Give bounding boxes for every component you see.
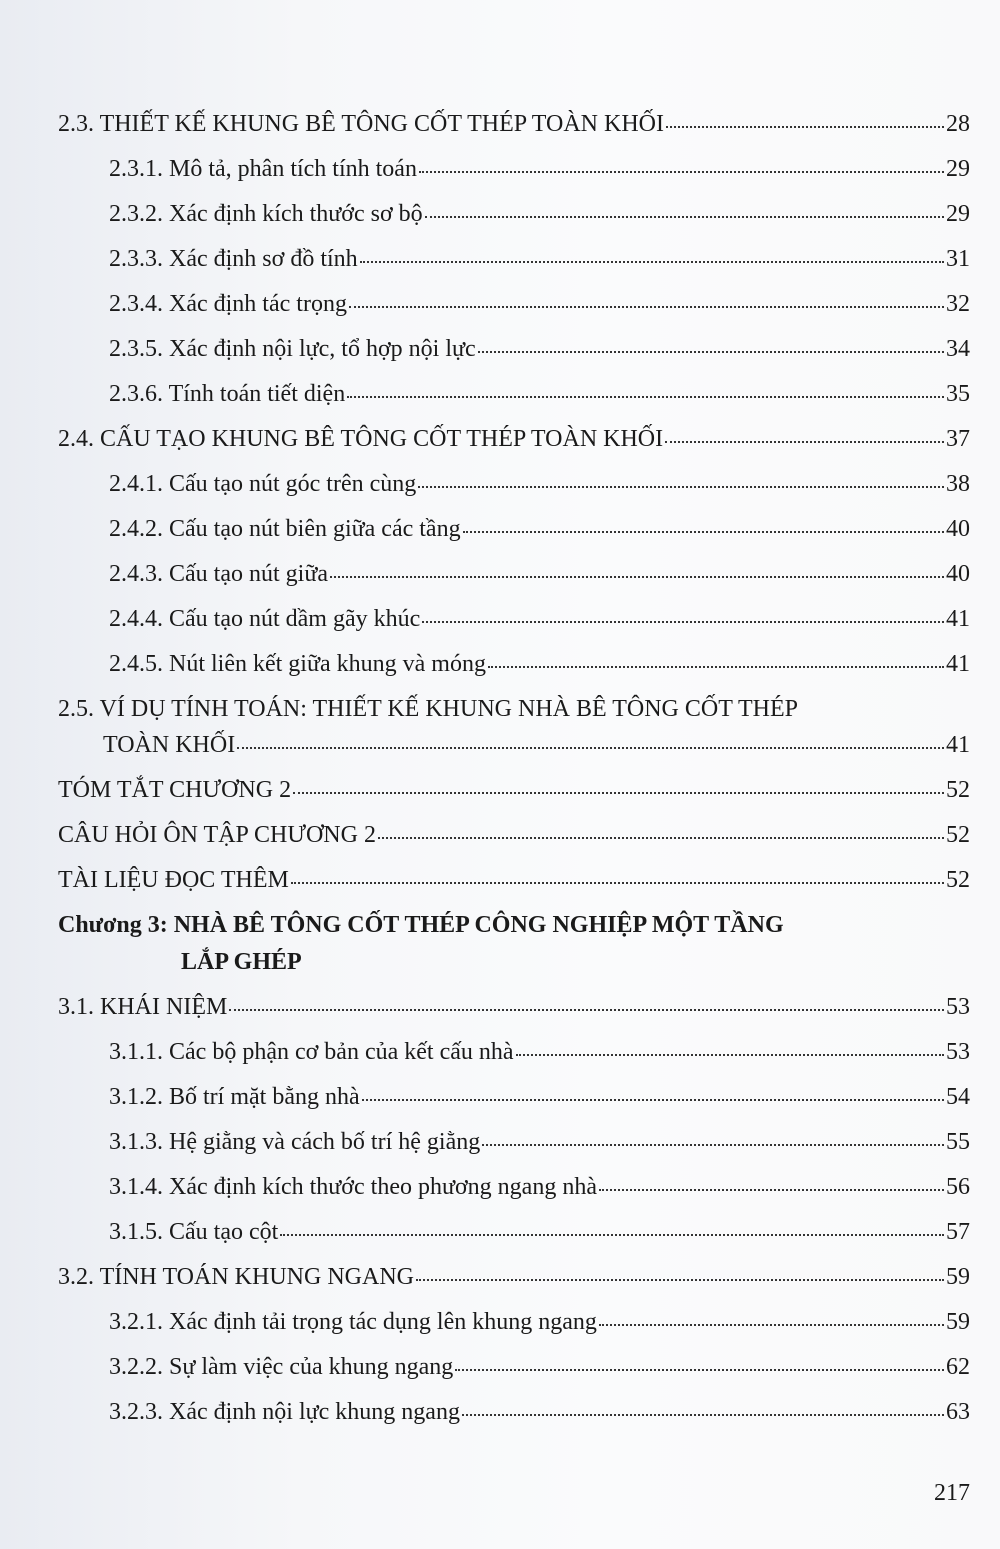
dot-leader [237, 746, 944, 749]
dot-leader [378, 836, 944, 839]
toc-label: 3.2.2. Sự làm việc của khung ngang [109, 1354, 454, 1380]
toc-page-number: 41 [946, 732, 970, 758]
toc-entry-3-1-2 [109, 1085, 970, 1109]
dot-leader [425, 215, 944, 218]
toc-label: 2.3.6. Tính toán tiết diện [109, 381, 346, 407]
toc-entry-3-1-4 [109, 1175, 970, 1199]
toc-label: 2.4.1. Cấu tạo nút góc trên cùng [109, 471, 417, 497]
toc-label: 3.2. TÍNH TOÁN KHUNG NGANG [58, 1264, 414, 1290]
dot-leader [599, 1323, 944, 1326]
toc-label: 3.1.4. Xác định kích thước theo phương ngang nhà [109, 1174, 597, 1200]
toc-page-number: 31 [946, 246, 970, 272]
dot-leader [455, 1368, 944, 1371]
dot-leader [362, 1098, 944, 1101]
toc-entry-2-3-5 [109, 337, 970, 361]
toc-label: TÀI LIỆU ĐỌC THÊM [58, 867, 289, 893]
dot-leader [482, 1143, 944, 1146]
toc-entry-2-4 [58, 427, 970, 451]
toc-entry-2-3-1 [109, 157, 970, 181]
toc-entry-3-2-3 [109, 1400, 970, 1424]
toc-label: 3.1.1. Các bộ phận cơ bản của kết cấu nhà [109, 1039, 514, 1065]
dot-leader [349, 305, 944, 308]
toc-entry-3-2 [58, 1265, 970, 1289]
toc-entry-2-3 [58, 112, 970, 136]
dot-leader [280, 1233, 944, 1236]
toc-label: 3.1. KHÁI NIỆM [58, 994, 228, 1020]
toc-label: 2.3.4. Xác định tác trọng [109, 291, 347, 317]
toc-page-number: 29 [946, 156, 970, 182]
toc-entry-3-1 [58, 995, 970, 1019]
toc-entry-2-4-2 [109, 517, 970, 541]
dot-leader [665, 440, 944, 443]
toc-heading-2-5: 2.5. VÍ DỤ TÍNH TOÁN: THIẾT KẾ KHUNG NHÀ BÊ TÔNG CỐT THÉP [58, 696, 799, 722]
dot-leader [229, 1008, 944, 1011]
toc-label: 2.4.4. Cấu tạo nút dầm gãy khúc [109, 606, 421, 632]
toc-page-number: 56 [946, 1174, 970, 1200]
toc-page-number: 29 [946, 201, 970, 227]
chapter-3-title-cont: LẮP GHÉP [181, 949, 302, 975]
toc-label: 2.3.3. Xác định sơ đồ tính [109, 246, 358, 272]
toc-page-number: 52 [946, 867, 970, 893]
toc-page-number: 40 [946, 561, 970, 587]
toc-page-number: 37 [946, 426, 970, 452]
dot-leader [291, 881, 944, 884]
toc-entry-2-3-2 [109, 202, 970, 226]
toc-page-number: 52 [946, 777, 970, 803]
toc-entry-3-1-1 [109, 1040, 970, 1064]
toc-page-number: 62 [946, 1354, 970, 1380]
toc-page-number: 52 [946, 822, 970, 848]
dot-leader [419, 170, 944, 173]
toc-label: 2.4.2. Cấu tạo nút biên giữa các tầng [109, 516, 461, 542]
dot-leader [330, 575, 944, 578]
dot-leader [462, 1413, 944, 1416]
dot-leader [599, 1188, 944, 1191]
toc-label: 3.2.3. Xác định nội lực khung ngang [109, 1399, 460, 1425]
toc-label: 2.4. CẤU TẠO KHUNG BÊ TÔNG CỐT THÉP TOÀN KHỐI [58, 426, 664, 452]
toc-label: 3.2.1. Xác định tải trọng tác dụng lên khung ngang [109, 1309, 597, 1335]
toc-entry-2-4-5 [109, 652, 970, 676]
page-folio-number: 217 [934, 1480, 970, 1506]
toc-page-number: 53 [946, 1039, 970, 1065]
toc-entry-review-2 [58, 823, 970, 847]
toc-label: 2.4.3. Cấu tạo nút giữa [109, 561, 328, 587]
toc-page-number: 57 [946, 1219, 970, 1245]
toc-entry-2-3-6 [109, 382, 970, 406]
toc-label: 3.1.3. Hệ giằng và cách bố trí hệ giằng [109, 1129, 481, 1155]
toc-entry-2-3-3 [109, 247, 970, 271]
toc-page-number: 40 [946, 516, 970, 542]
toc-entry-2-5-cont [103, 733, 970, 757]
toc-page-number: 28 [946, 111, 970, 137]
toc-label: TOÀN KHỐI [103, 732, 236, 758]
toc-page-number: 32 [946, 291, 970, 317]
toc-entry-2-4-3 [109, 562, 970, 586]
dot-leader [360, 260, 944, 263]
toc-label: TÓM TẮT CHƯƠNG 2 [58, 777, 292, 803]
toc-entry-3-2-1 [109, 1310, 970, 1334]
toc-page-number: 59 [946, 1309, 970, 1335]
toc-page-number: 34 [946, 336, 970, 362]
dot-leader [422, 620, 944, 623]
toc-page-number: 55 [946, 1129, 970, 1155]
toc-page-number: 41 [946, 606, 970, 632]
toc-page-number: 63 [946, 1399, 970, 1425]
toc-label: 2.3. THIẾT KẾ KHUNG BÊ TÔNG CỐT THÉP TOÀN KHỐI [58, 111, 664, 137]
toc-label: 2.3.1. Mô tả, phân tích tính toán [109, 156, 417, 182]
dot-leader [463, 530, 944, 533]
toc-label: CÂU HỎI ÔN TẬP CHƯƠNG 2 [58, 822, 376, 848]
dot-leader [418, 485, 944, 488]
toc-entry-3-2-2 [109, 1355, 970, 1379]
dot-leader [416, 1278, 944, 1281]
toc-page-number: 54 [946, 1084, 970, 1110]
dot-leader [666, 125, 944, 128]
toc-label: 2.3.2. Xác định kích thước sơ bộ [109, 201, 423, 227]
toc-entry-reading-2 [58, 868, 970, 892]
toc-entry-summary-2 [58, 778, 970, 802]
dot-leader [347, 395, 944, 398]
toc-page-number: 41 [946, 651, 970, 677]
toc-page-number: 38 [946, 471, 970, 497]
toc-entry-2-4-4 [109, 607, 970, 631]
toc-entry-2-3-4 [109, 292, 970, 316]
dot-leader [478, 350, 944, 353]
toc-entry-3-1-5 [109, 1220, 970, 1244]
toc-entry-3-1-3 [109, 1130, 970, 1154]
toc-label: 2.4.5. Nút liên kết giữa khung và móng [109, 651, 486, 677]
dot-leader [293, 791, 944, 794]
toc-page-number: 35 [946, 381, 970, 407]
toc-page-number: 59 [946, 1264, 970, 1290]
toc-entry-2-4-1 [109, 472, 970, 496]
chapter-3-title: Chương 3: NHÀ BÊ TÔNG CỐT THÉP CÔNG NGHIỆP MỘT TẦNG [58, 912, 784, 938]
toc-label: 3.1.2. Bố trí mặt bằng nhà [109, 1084, 360, 1110]
dot-leader [488, 665, 944, 668]
toc-label: 2.3.5. Xác định nội lực, tổ hợp nội lực [109, 336, 476, 362]
dot-leader [516, 1053, 944, 1056]
toc-page-number: 53 [946, 994, 970, 1020]
toc-label: 3.1.5. Cấu tạo cột [109, 1219, 279, 1245]
